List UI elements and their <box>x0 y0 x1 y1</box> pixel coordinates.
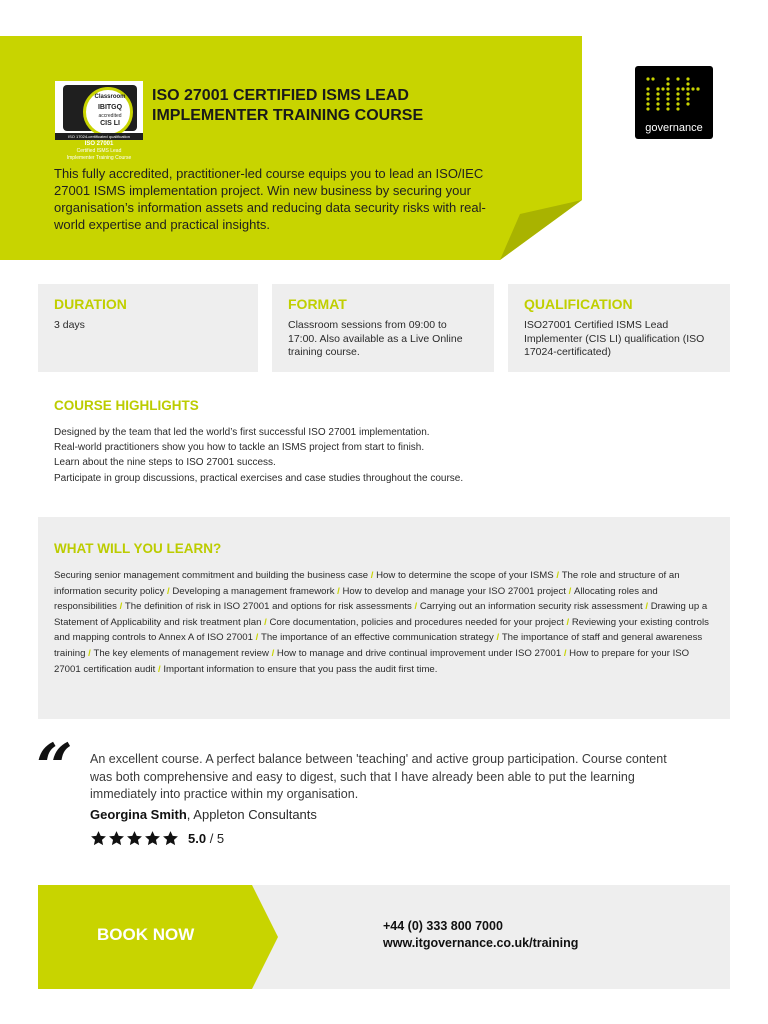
learn-topic: The definition of risk in ISO 27001 and options for risk assessments <box>124 601 412 613</box>
page-title: ISO 27001 CERTIFIED ISMS LEAD IMPLEMENTER TRAINING COURSE <box>152 87 424 124</box>
learn-topic: How to prepare for your ISO 27001 certification audit <box>54 647 690 675</box>
learn-topic: Allocating roles and responsibilities <box>54 585 658 613</box>
topic-separator: / <box>565 585 574 597</box>
qualification-heading: QUALIFICATION <box>524 296 633 312</box>
learn-heading: WHAT WILL YOU LEARN? <box>54 541 222 556</box>
star-icon <box>126 830 143 847</box>
learn-topic: Important information to ensure that you pass the audit first time. <box>163 663 438 675</box>
learn-topic: The key elements of management review <box>93 647 269 659</box>
learn-topic: How to manage and drive continual improvement under ISO 27001 <box>276 647 562 659</box>
rating-stars <box>90 830 224 847</box>
logo-dots-icon <box>645 76 703 114</box>
course-badge <box>54 80 144 161</box>
topic-separator: / <box>642 601 651 613</box>
learn-topic: How to develop and manage your ISO 27001 project <box>342 585 566 597</box>
learn-topic: The role and structure of an information security policy <box>54 570 680 597</box>
badge-emblem: Classroom IBITGQ accredited CIS LI <box>63 85 137 131</box>
highlights-heading: COURSE HIGHLIGHTS <box>54 398 199 413</box>
topic-separator: / <box>493 632 502 644</box>
quote-icon: “ <box>36 730 73 805</box>
topic-separator: / <box>368 570 377 581</box>
topic-separator: / <box>261 616 270 628</box>
it-governance-logo: governance <box>635 66 713 139</box>
topic-separator: / <box>268 647 277 659</box>
topic-separator: / <box>155 663 164 675</box>
duration-value: 3 days <box>54 319 85 331</box>
learn-topic: Securing senior management commitment and building the business case <box>54 570 369 581</box>
learn-topic: Core documentation, policies and procedures needed for your project <box>269 616 564 628</box>
topic-separator: / <box>164 585 173 597</box>
website-link[interactable]: www.itgovernance.co.uk/training <box>383 936 579 950</box>
format-heading: FORMAT <box>288 296 347 312</box>
list-item: Participate in group discussions, practical exercises and case studies throughout the course. <box>54 472 464 484</box>
rating-value: 5.0 / 5 <box>188 831 225 846</box>
intro-text: This fully accredited, practitioner-led course equips you to lead an ISO/IEC 27001 ISMS implementation project. Win new business by securing your organisation’s information assets and reducing data security risks with real-world expertise and practical insights. <box>54 166 486 232</box>
book-now-button[interactable]: BOOK NOW <box>97 925 195 944</box>
learn-topic: Reviewing your existing controls and mapping controls to Annex A of ISO 27001 <box>54 616 709 644</box>
learn-topic: The importance of staff and general awareness training <box>54 632 703 659</box>
qualification-box <box>508 284 730 372</box>
topic-separator: / <box>85 647 94 659</box>
list-item: Designed by the team that led the world’s first successful ISO 27001 implementation. <box>54 427 430 438</box>
topic-separator: / <box>553 570 562 581</box>
star-icon <box>90 830 107 847</box>
learn-topic: Drawing up a Statement of Applicability and risk treatment plan <box>54 601 708 628</box>
learn-topic: Carrying out an information security risk assessment <box>419 601 643 613</box>
list-item: Real-world practitioners show you how to tackle an ISMS project from start to finish. <box>54 442 425 454</box>
topic-separator: / <box>411 601 420 613</box>
topic-separator: / <box>334 585 343 597</box>
duration-box <box>38 284 258 372</box>
list-item: Learn about the nine steps to ISO 27001 success. <box>54 457 276 469</box>
topic-separator: / <box>563 616 572 628</box>
highlights-list <box>54 425 714 486</box>
topic-separator: / <box>252 632 261 644</box>
topic-separator: / <box>116 601 125 613</box>
star-icon <box>108 830 125 847</box>
badge-strip: ISO 17024-certificated qualification ISO 27001 Certified ISMS Lead Implementer Training Course <box>55 133 143 157</box>
star-icon <box>162 830 179 847</box>
testimonial-author: Georgina Smith, Appleton Consultants <box>90 807 317 822</box>
format-value: Classroom sessions from 09:00 to 17:00. Also available as a Live Online training course. <box>288 319 463 358</box>
learn-topic: Developing a management framework <box>172 585 335 597</box>
learn-topics <box>54 568 718 677</box>
testimonial-text: An excellent course. A perfect balance between 'teaching' and active group participation. Course content was both comprehensive and easy to digest, such that I have already been able to put the learning immediately into practice within my organisation. <box>90 752 667 801</box>
qualification-value: ISO27001 Certified ISMS Lead Implementer (CIS LI) qualification (ISO 17024-certificated) <box>524 319 705 358</box>
star-icon <box>144 830 161 847</box>
topic-separator: / <box>561 647 570 659</box>
format-box <box>272 284 494 372</box>
phone-number[interactable]: +44 (0) 333 800 7000 <box>383 919 503 933</box>
learn-topic: How to determine the scope of your ISMS <box>376 570 554 581</box>
duration-heading: DURATION <box>54 296 127 312</box>
learn-topic: The importance of an effective communication strategy <box>260 632 494 644</box>
contact-info <box>383 918 578 952</box>
